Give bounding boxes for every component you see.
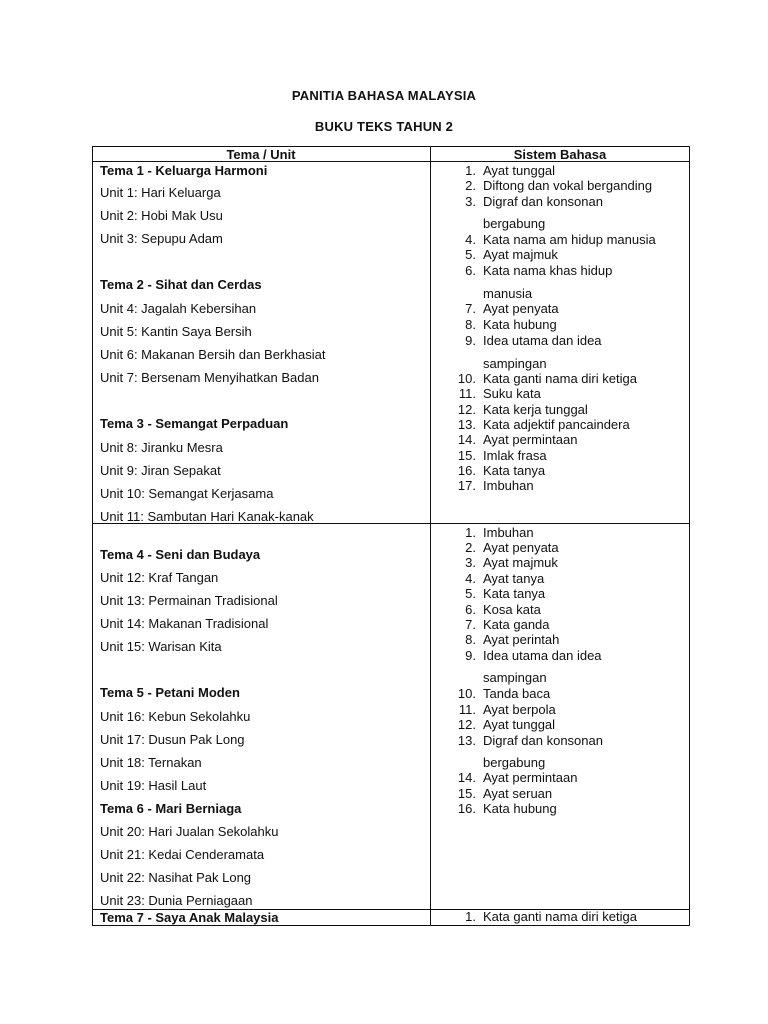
unit-item: Unit 10: Semangat Kerjasama bbox=[100, 486, 274, 501]
unit-item: Unit 6: Makanan Bersih dan Berkhasiat bbox=[100, 347, 326, 362]
sistem-bahasa-item: Ayat permintaan bbox=[483, 770, 578, 785]
list-number: 16. bbox=[457, 801, 476, 816]
unit-item: Unit 3: Sepupu Adam bbox=[100, 231, 223, 246]
header-tema-unit: Tema / Unit bbox=[226, 147, 296, 162]
unit-item: Unit 7: Bersenam Menyihatkan Badan bbox=[100, 370, 319, 385]
unit-item: Unit 13: Permainan Tradisional bbox=[100, 593, 278, 608]
unit-item: Unit 17: Dusun Pak Long bbox=[100, 732, 245, 747]
table-border-right bbox=[689, 146, 690, 926]
sistem-bahasa-item: Tanda baca bbox=[483, 686, 551, 701]
list-number: 17. bbox=[457, 478, 476, 493]
sistem-bahasa-item: Kosa kata bbox=[483, 602, 541, 617]
sistem-bahasa-item: Ayat penyata bbox=[483, 301, 559, 316]
sistem-bahasa-item: Ayat berpola bbox=[483, 702, 556, 717]
sistem-bahasa-item-continuation: sampingan bbox=[483, 670, 547, 685]
sistem-bahasa-item: Ayat seruan bbox=[483, 786, 553, 801]
tema-heading: Tema 3 - Semangat Perpaduan bbox=[100, 416, 289, 431]
list-number: 6. bbox=[465, 602, 476, 617]
sistem-bahasa-item-continuation: bergabung bbox=[483, 216, 546, 231]
sistem-bahasa-item-continuation: bergabung bbox=[483, 755, 546, 770]
unit-item: Unit 14: Makanan Tradisional bbox=[100, 616, 269, 631]
sistem-bahasa-item: Kata hubung bbox=[483, 317, 557, 332]
syllabus-table bbox=[92, 146, 690, 926]
unit-item: Unit 9: Jiran Sepakat bbox=[100, 463, 221, 478]
sistem-bahasa-item: Ayat majmuk bbox=[483, 247, 558, 262]
sistem-bahasa-item: Kata tanya bbox=[483, 586, 546, 601]
list-number: 12. bbox=[457, 402, 476, 417]
list-number: 5. bbox=[465, 247, 476, 262]
sistem-bahasa-item: Ayat tunggal bbox=[483, 163, 556, 178]
list-number: 7. bbox=[465, 617, 476, 632]
list-number: 9. bbox=[465, 333, 476, 348]
sistem-bahasa-item: Ayat penyata bbox=[483, 540, 559, 555]
sistem-bahasa-item: Ayat permintaan bbox=[483, 432, 578, 447]
unit-item: Unit 21: Kedai Cenderamata bbox=[100, 847, 265, 862]
unit-item: Unit 15: Warisan Kita bbox=[100, 639, 222, 654]
list-number: 14. bbox=[457, 432, 476, 447]
tema-heading: Tema 6 - Mari Berniaga bbox=[100, 801, 242, 816]
unit-item: Unit 4: Jagalah Kebersihan bbox=[100, 301, 257, 316]
sistem-bahasa-item: Kata ganti nama diri ketiga bbox=[483, 371, 637, 386]
list-number: 16. bbox=[457, 463, 476, 478]
list-number: 11. bbox=[458, 386, 476, 401]
sistem-bahasa-item: Ayat perintah bbox=[483, 632, 560, 647]
list-number: 6. bbox=[465, 263, 476, 278]
list-number: 5. bbox=[465, 586, 476, 601]
unit-item: Unit 18: Ternakan bbox=[100, 755, 202, 770]
sistem-bahasa-item: Kata ganda bbox=[483, 617, 550, 632]
list-number: 14. bbox=[457, 770, 476, 785]
sistem-bahasa-item: Kata ganti nama diri ketiga bbox=[483, 909, 637, 924]
list-number: 2. bbox=[465, 540, 476, 555]
list-number: 8. bbox=[465, 632, 476, 647]
sistem-bahasa-item: Ayat majmuk bbox=[483, 555, 558, 570]
unit-item: Unit 19: Hasil Laut bbox=[100, 778, 207, 793]
list-number: 10. bbox=[457, 686, 476, 701]
unit-item: Unit 5: Kantin Saya Bersih bbox=[100, 324, 252, 339]
tema-heading: Tema 4 - Seni dan Budaya bbox=[100, 547, 261, 562]
column-divider bbox=[430, 146, 431, 926]
tema-heading: Tema 7 - Saya Anak Malaysia bbox=[100, 910, 279, 925]
list-number: 13. bbox=[457, 733, 476, 748]
sistem-bahasa-item: Ayat tanya bbox=[483, 571, 545, 586]
sistem-bahasa-item: Imlak frasa bbox=[483, 448, 547, 463]
unit-item: Unit 11: Sambutan Hari Kanak-kanak bbox=[100, 509, 314, 524]
sistem-bahasa-item: Idea utama dan idea bbox=[483, 333, 602, 348]
sistem-bahasa-item: Kata tanya bbox=[483, 463, 546, 478]
list-number: 4. bbox=[465, 232, 476, 247]
unit-item: Unit 16: Kebun Sekolahku bbox=[100, 709, 251, 724]
sistem-bahasa-item: Imbuhan bbox=[483, 478, 534, 493]
list-number: 2. bbox=[465, 178, 476, 193]
sistem-bahasa-item: Digraf dan konsonan bbox=[483, 194, 603, 209]
document-title: PANITIA BAHASA MALAYSIA bbox=[291, 88, 477, 103]
table-border-left bbox=[92, 146, 93, 926]
unit-item: Unit 8: Jiranku Mesra bbox=[100, 440, 223, 455]
sistem-bahasa-item: Idea utama dan idea bbox=[483, 648, 602, 663]
document-subtitle: BUKU TEKS TAHUN 2 bbox=[314, 119, 454, 134]
sistem-bahasa-item: Kata nama khas hidup bbox=[483, 263, 613, 278]
list-number: 7. bbox=[465, 301, 476, 316]
list-number: 12. bbox=[457, 717, 476, 732]
list-number: 10. bbox=[457, 371, 476, 386]
sistem-bahasa-item: Diftong dan vokal berganding bbox=[483, 178, 653, 193]
unit-item: Unit 20: Hari Jualan Sekolahku bbox=[100, 824, 279, 839]
sistem-bahasa-item-continuation: manusia bbox=[483, 286, 533, 301]
header-sistem-bahasa: Sistem Bahasa bbox=[513, 147, 607, 162]
table-border-bottom bbox=[92, 925, 690, 926]
list-number: 1. bbox=[465, 163, 476, 178]
list-number: 3. bbox=[465, 555, 476, 570]
tema-heading: Tema 5 - Petani Moden bbox=[100, 685, 240, 700]
unit-item: Unit 2: Hobi Mak Usu bbox=[100, 208, 223, 223]
sistem-bahasa-item: Kata nama am hidup manusia bbox=[483, 232, 656, 247]
list-number: 1. bbox=[465, 525, 476, 540]
list-number: 15. bbox=[457, 448, 476, 463]
sistem-bahasa-item: Ayat tunggal bbox=[483, 717, 556, 732]
sistem-bahasa-item: Kata adjektif pancaindera bbox=[483, 417, 630, 432]
tema-heading: Tema 1 - Keluarga Harmoni bbox=[100, 163, 268, 178]
list-number: 15. bbox=[457, 786, 476, 801]
unit-item: Unit 12: Kraf Tangan bbox=[100, 570, 219, 585]
list-number: 9. bbox=[465, 648, 476, 663]
list-number: 13. bbox=[457, 417, 476, 432]
list-number: 3. bbox=[465, 194, 476, 209]
sistem-bahasa-item: Suku kata bbox=[483, 386, 541, 401]
sistem-bahasa-item-continuation: sampingan bbox=[483, 356, 547, 371]
unit-item: Unit 23: Dunia Perniagaan bbox=[100, 893, 253, 908]
sistem-bahasa-item: Kata hubung bbox=[483, 801, 557, 816]
list-number: 8. bbox=[465, 317, 476, 332]
unit-item: Unit 22: Nasihat Pak Long bbox=[100, 870, 252, 885]
sistem-bahasa-item: Digraf dan konsonan bbox=[483, 733, 603, 748]
sistem-bahasa-item: Imbuhan bbox=[483, 525, 534, 540]
list-number: 11. bbox=[458, 702, 476, 717]
list-number: 4. bbox=[465, 571, 476, 586]
tema-heading: Tema 2 - Sihat dan Cerdas bbox=[100, 277, 262, 292]
list-number: 1. bbox=[465, 909, 476, 924]
sistem-bahasa-item: Kata kerja tunggal bbox=[483, 402, 588, 417]
unit-item: Unit 1: Hari Keluarga bbox=[100, 185, 221, 200]
